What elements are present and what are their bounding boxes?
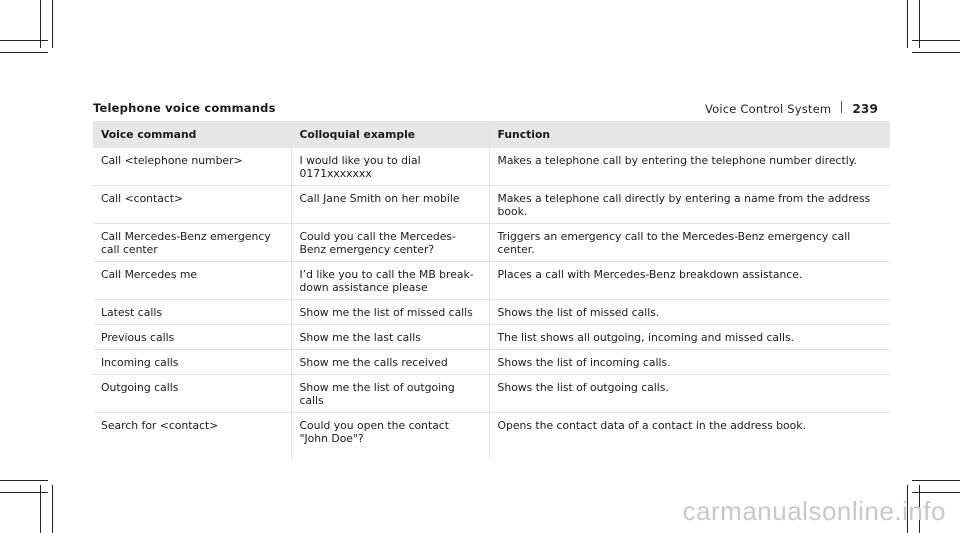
crop-mark	[912, 52, 960, 53]
table-row	[93, 325, 890, 350]
cell-function: Shows the list of incoming calls.	[489, 350, 890, 375]
crop-mark	[0, 480, 48, 481]
cell-voice-command: Call <contact>	[93, 186, 291, 224]
cell-voice-command: Previous calls	[93, 325, 291, 350]
cell-function: Makes a telephone call by entering the telephone number directly.	[489, 148, 890, 186]
header-divider	[841, 101, 842, 113]
column-header-function: Function	[489, 121, 890, 148]
crop-mark	[912, 492, 960, 493]
cell-colloquial-example: Show me the list of outgoing calls	[291, 375, 489, 413]
table-row	[93, 186, 890, 224]
table-row	[93, 224, 890, 262]
cell-voice-command: Outgoing calls	[93, 375, 291, 413]
cell-colloquial-example: I would like you to dial 0171xxxxxxx	[291, 148, 489, 186]
cell-colloquial-example: Could you open the contact "John Doe"?	[291, 413, 489, 460]
cell-voice-command: Call Mercedes me	[93, 262, 291, 300]
running-header	[705, 101, 878, 116]
cell-function: Places a call with Mercedes-Benz breakdown assistance.	[489, 262, 890, 300]
table-row	[93, 375, 890, 413]
table-row	[93, 300, 890, 325]
cell-voice-command: Incoming calls	[93, 350, 291, 375]
cell-colloquial-example: I’d like you to call the MB break-down assistance please	[291, 262, 489, 300]
cell-colloquial-example: Show me the last calls	[291, 325, 489, 350]
cell-colloquial-example: Show me the calls received	[291, 350, 489, 375]
column-header-colloquial-example: Colloquial example	[291, 121, 489, 148]
cell-colloquial-example: Could you call the Mercedes-Benz emergency center?	[291, 224, 489, 262]
cell-colloquial-example: Call Jane Smith on her mobile	[291, 186, 489, 224]
crop-mark	[907, 0, 908, 48]
crop-mark	[52, 485, 53, 533]
cell-voice-command: Search for <contact>	[101, 419, 219, 432]
table-row	[93, 350, 890, 375]
cell-voice-command: Call <telephone number>	[93, 148, 291, 186]
cell-function: Shows the list of outgoing calls.	[489, 375, 890, 413]
column-header-voice-command: Voice command	[93, 121, 291, 148]
watermark: carmanualsonline.info	[682, 496, 946, 526]
voice-commands-table	[93, 121, 890, 459]
crop-mark	[0, 40, 48, 41]
cell-function: Makes a telephone call directly by entering a name from the address book.	[489, 186, 890, 224]
table-row	[93, 413, 890, 460]
cell-function: The list shows all outgoing, incoming and missed calls.	[489, 325, 890, 350]
table-header-row	[93, 121, 890, 148]
crop-mark	[52, 0, 53, 48]
cell-function: Shows the list of missed calls.	[489, 300, 890, 325]
header-section: Voice Control System	[704, 102, 832, 116]
crop-mark	[0, 492, 48, 493]
section-title: Telephone voice commands	[93, 101, 276, 115]
cell-colloquial-example: Show me the list of missed calls	[291, 300, 489, 325]
crop-mark	[912, 40, 960, 41]
crop-mark	[0, 52, 48, 53]
cell-function: Triggers an emergency call to the Mercedes-Benz emergency call center.	[489, 224, 890, 262]
cell-voice-command: Call Mercedes-Benz emergency call center	[93, 224, 291, 262]
table-row	[93, 262, 890, 300]
page-number: 239	[852, 102, 878, 116]
cell-voice-command: Latest calls	[93, 300, 291, 325]
table-row	[93, 148, 890, 186]
crop-mark	[912, 480, 960, 481]
cell-function: Opens the contact data of a contact in the address book.	[489, 413, 890, 460]
